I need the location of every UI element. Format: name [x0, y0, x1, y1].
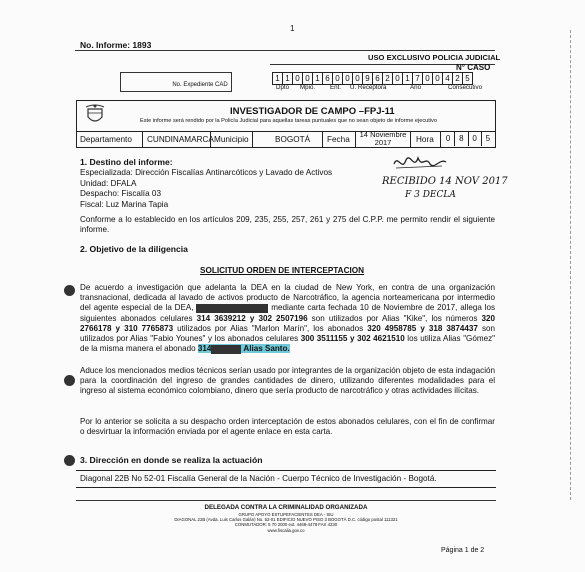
fecha-value: 14 Noviembre 2017	[359, 130, 407, 147]
para1-text-a: De acuerdo a investigación que adelanta la DEA en la ciudad de New York, en contra de una organización transnacional, dedicada al lavado de activos producto de Narcotráfico, la agencia norteamericana por intermedio del agente especial de la DEA,	[80, 283, 495, 313]
caso-digit: 0	[303, 73, 313, 85]
sublabel-dpto: Dpto	[276, 84, 290, 91]
footer-rule	[76, 500, 496, 501]
para1-numbers-gomez: 300 3511155 y 302 4621510	[300, 334, 405, 344]
destino-especializada: Especializada: Dirección Fiscalías Antinarcóticos y Lavado de Activos	[80, 168, 333, 177]
para1-text-b: mediante carta fechada 10 de Noviembre de 2017, allega los siguientes abonados celulares	[80, 303, 496, 323]
footer-title: DELEGADA CONTRA LA CRIMINALIDAD ORGANIZADA	[204, 504, 368, 511]
page-number: Página 1 de 2	[441, 547, 485, 554]
caso-digit: 7	[413, 73, 423, 85]
footer	[76, 504, 496, 533]
destino-lines	[80, 168, 332, 210]
solicitud-title: SOLICITUD ORDEN DE INTERCEPTACION	[200, 266, 365, 275]
solicitud-paragraph-1	[80, 283, 495, 354]
recibido-stamp: RECIBIDO 14 NOV 2017	[382, 176, 508, 187]
divider	[252, 131, 253, 147]
para1-highlight-abonado	[198, 344, 290, 353]
punch-hole	[64, 375, 75, 386]
para1-numbers-marlon: 320 2766178 y 310 7765873	[80, 313, 495, 333]
informe-number: No. Informe: 1893	[80, 40, 152, 50]
hora-digit: 0	[442, 131, 455, 146]
hora-digit: 5	[485, 134, 491, 143]
punch-hole	[64, 455, 75, 466]
para1-numbers-fabio: 320 4958785 y 318 3874437	[367, 323, 478, 333]
divider	[440, 131, 441, 147]
para1-text-c: son utilizados por Alias "Kike", los números	[311, 313, 478, 323]
redacted-number	[211, 345, 241, 354]
municipio-label: Municipio	[214, 135, 249, 144]
caso-digit: 6	[323, 73, 333, 85]
departamento-label: Departamento	[80, 135, 132, 144]
para1-text-f: los utiliza Alias "Gómez" de la misma manera el abonado	[80, 334, 496, 354]
handwritten-office: F 3 DECLA	[405, 190, 456, 200]
colombia-coat-of-arms-icon	[84, 103, 106, 127]
caso-digit: 0	[343, 73, 353, 85]
hora-digit: 0	[469, 131, 482, 146]
caso-digit: 0	[293, 73, 303, 85]
top-page-mark: 1	[290, 24, 295, 33]
para1-text-g: 314	[197, 344, 212, 354]
caso-digit: 4	[443, 73, 453, 85]
conforme-paragraph: Conforme a lo establecido en los artículos 209, 235, 255, 257, 261 y 275 del C.P.P. me permito rendir el siguiente informe.	[80, 215, 495, 235]
caso-digit: 2	[453, 73, 463, 85]
caso-label: N° CASO	[456, 63, 491, 72]
sublabel-ano: Año	[410, 84, 422, 91]
punch-hole	[64, 285, 75, 296]
expediente-label: No. Expediente CAD	[172, 82, 228, 88]
caso-digit: 5	[463, 73, 473, 85]
caso-digit: 0	[433, 73, 443, 85]
caso-digit: 2	[383, 73, 393, 85]
sublabel-mpio: Mpio.	[300, 84, 316, 91]
destino-despacho: Despacho: Fiscalía 03	[80, 189, 162, 198]
fecha-label: Fecha	[327, 135, 350, 144]
destino-heading: 1. Destino del informe:	[80, 157, 173, 167]
solicitud-paragraph-3: Por lo anterior se solicita a su despacho orden interceptación de estos abonados celulares, con el fin de confirmar o desvirtuar la información enviada por el agente enlace en esta carta.	[80, 417, 495, 437]
divider	[410, 131, 411, 147]
caso-digit: 0	[393, 73, 403, 85]
divider	[322, 131, 323, 147]
divider	[142, 131, 143, 147]
form-title: INVESTIGADOR DE CAMPO –FPJ-11	[230, 106, 395, 117]
caso-digit: 9	[363, 73, 373, 85]
departamento-value: CUNDINAMARCA	[147, 135, 214, 144]
caso-digit: 1	[273, 73, 283, 85]
caso-digit: 1	[313, 73, 323, 85]
objetivo-heading: 2. Objetivo de la diligencia	[80, 244, 188, 254]
handwritten-signature	[390, 150, 450, 174]
header-rule	[75, 50, 495, 51]
sublabel-receptora: U. Receptora	[350, 84, 387, 91]
solicitud-paragraph-2: Aduce los mencionados medios técnicos serían usado por integrantes de la organización objeto de esta indagación para la coordinación del ingreso de grandes cantidades de dinero, utilizando diferentes modalidades para el ingreso al sistema económico colombiano, dinero que sería producto de narcotráfico y otras actividades ilícitas.	[80, 366, 495, 396]
footer-line-1: GRUPO APOYO ESTUPEFACIENTES DEA - SIU	[238, 512, 334, 517]
sublabel-consecutivo: Consecutivo	[448, 84, 483, 91]
direccion-heading: 3. Dirección en donde se realiza la actuación	[80, 455, 263, 465]
caso-digit: 6	[373, 73, 383, 85]
caso-digit: 0	[353, 73, 363, 85]
uso-exclusivo-label: USO EXCLUSIVO POLICIA JUDICIAL	[368, 53, 501, 62]
direccion-value: Diagonal 22B No 52-01 Fiscalía General de la Nación - Cuerpo Técnico de Investigación - Bogotá.	[80, 474, 437, 483]
redacted-agent-name	[196, 304, 268, 313]
sublabel-ent: Ent.	[330, 84, 342, 91]
destino-fiscal: Fiscal: Luz Marina Tapia	[80, 199, 169, 209]
para1-text-e: son utilizados por Alias "Fabio Younes" y los abonados celulares	[80, 323, 495, 344]
footer-line-3: DIAGONAL 22B (Avda. Luis Carlos Galán) No. 52-01 EDIFICIO NUEVO PISO 3 BOGOTÁ D.C. código postal 111321	[174, 517, 398, 523]
divider	[355, 131, 356, 147]
caso-digit: 0	[333, 73, 343, 85]
para1-text-d: utilizados por Alias "Marlon Marín", los abonados	[177, 323, 364, 333]
caso-digit: 1	[403, 73, 413, 85]
form-subtitle: Este informe será rendido por la Policía Judicial para aquellas tareas puntuales que no sean objeto de informe ejecutivo	[140, 118, 437, 124]
footer-line-4: CONMUTADOR: 5 70 2000 ext. 4468-4478 FAX 4230	[234, 522, 338, 528]
scan-edge-line	[570, 30, 571, 500]
hora-digits	[442, 131, 494, 146]
para1-numbers-kike: 314 3639212 y 302 2507196	[196, 313, 308, 323]
municipio-value: BOGOTÁ	[275, 135, 311, 144]
para1-text-h: Alias Santo.	[243, 344, 290, 354]
destino-unidad: Unidad: DFALA	[80, 178, 137, 188]
hora-digit: 8	[455, 131, 468, 146]
footer-line-5: www.fiscalia.gov.co	[267, 527, 305, 533]
hora-label: Hora	[416, 135, 434, 144]
caso-digit: 1	[283, 73, 293, 85]
caso-digit: 0	[423, 73, 433, 85]
